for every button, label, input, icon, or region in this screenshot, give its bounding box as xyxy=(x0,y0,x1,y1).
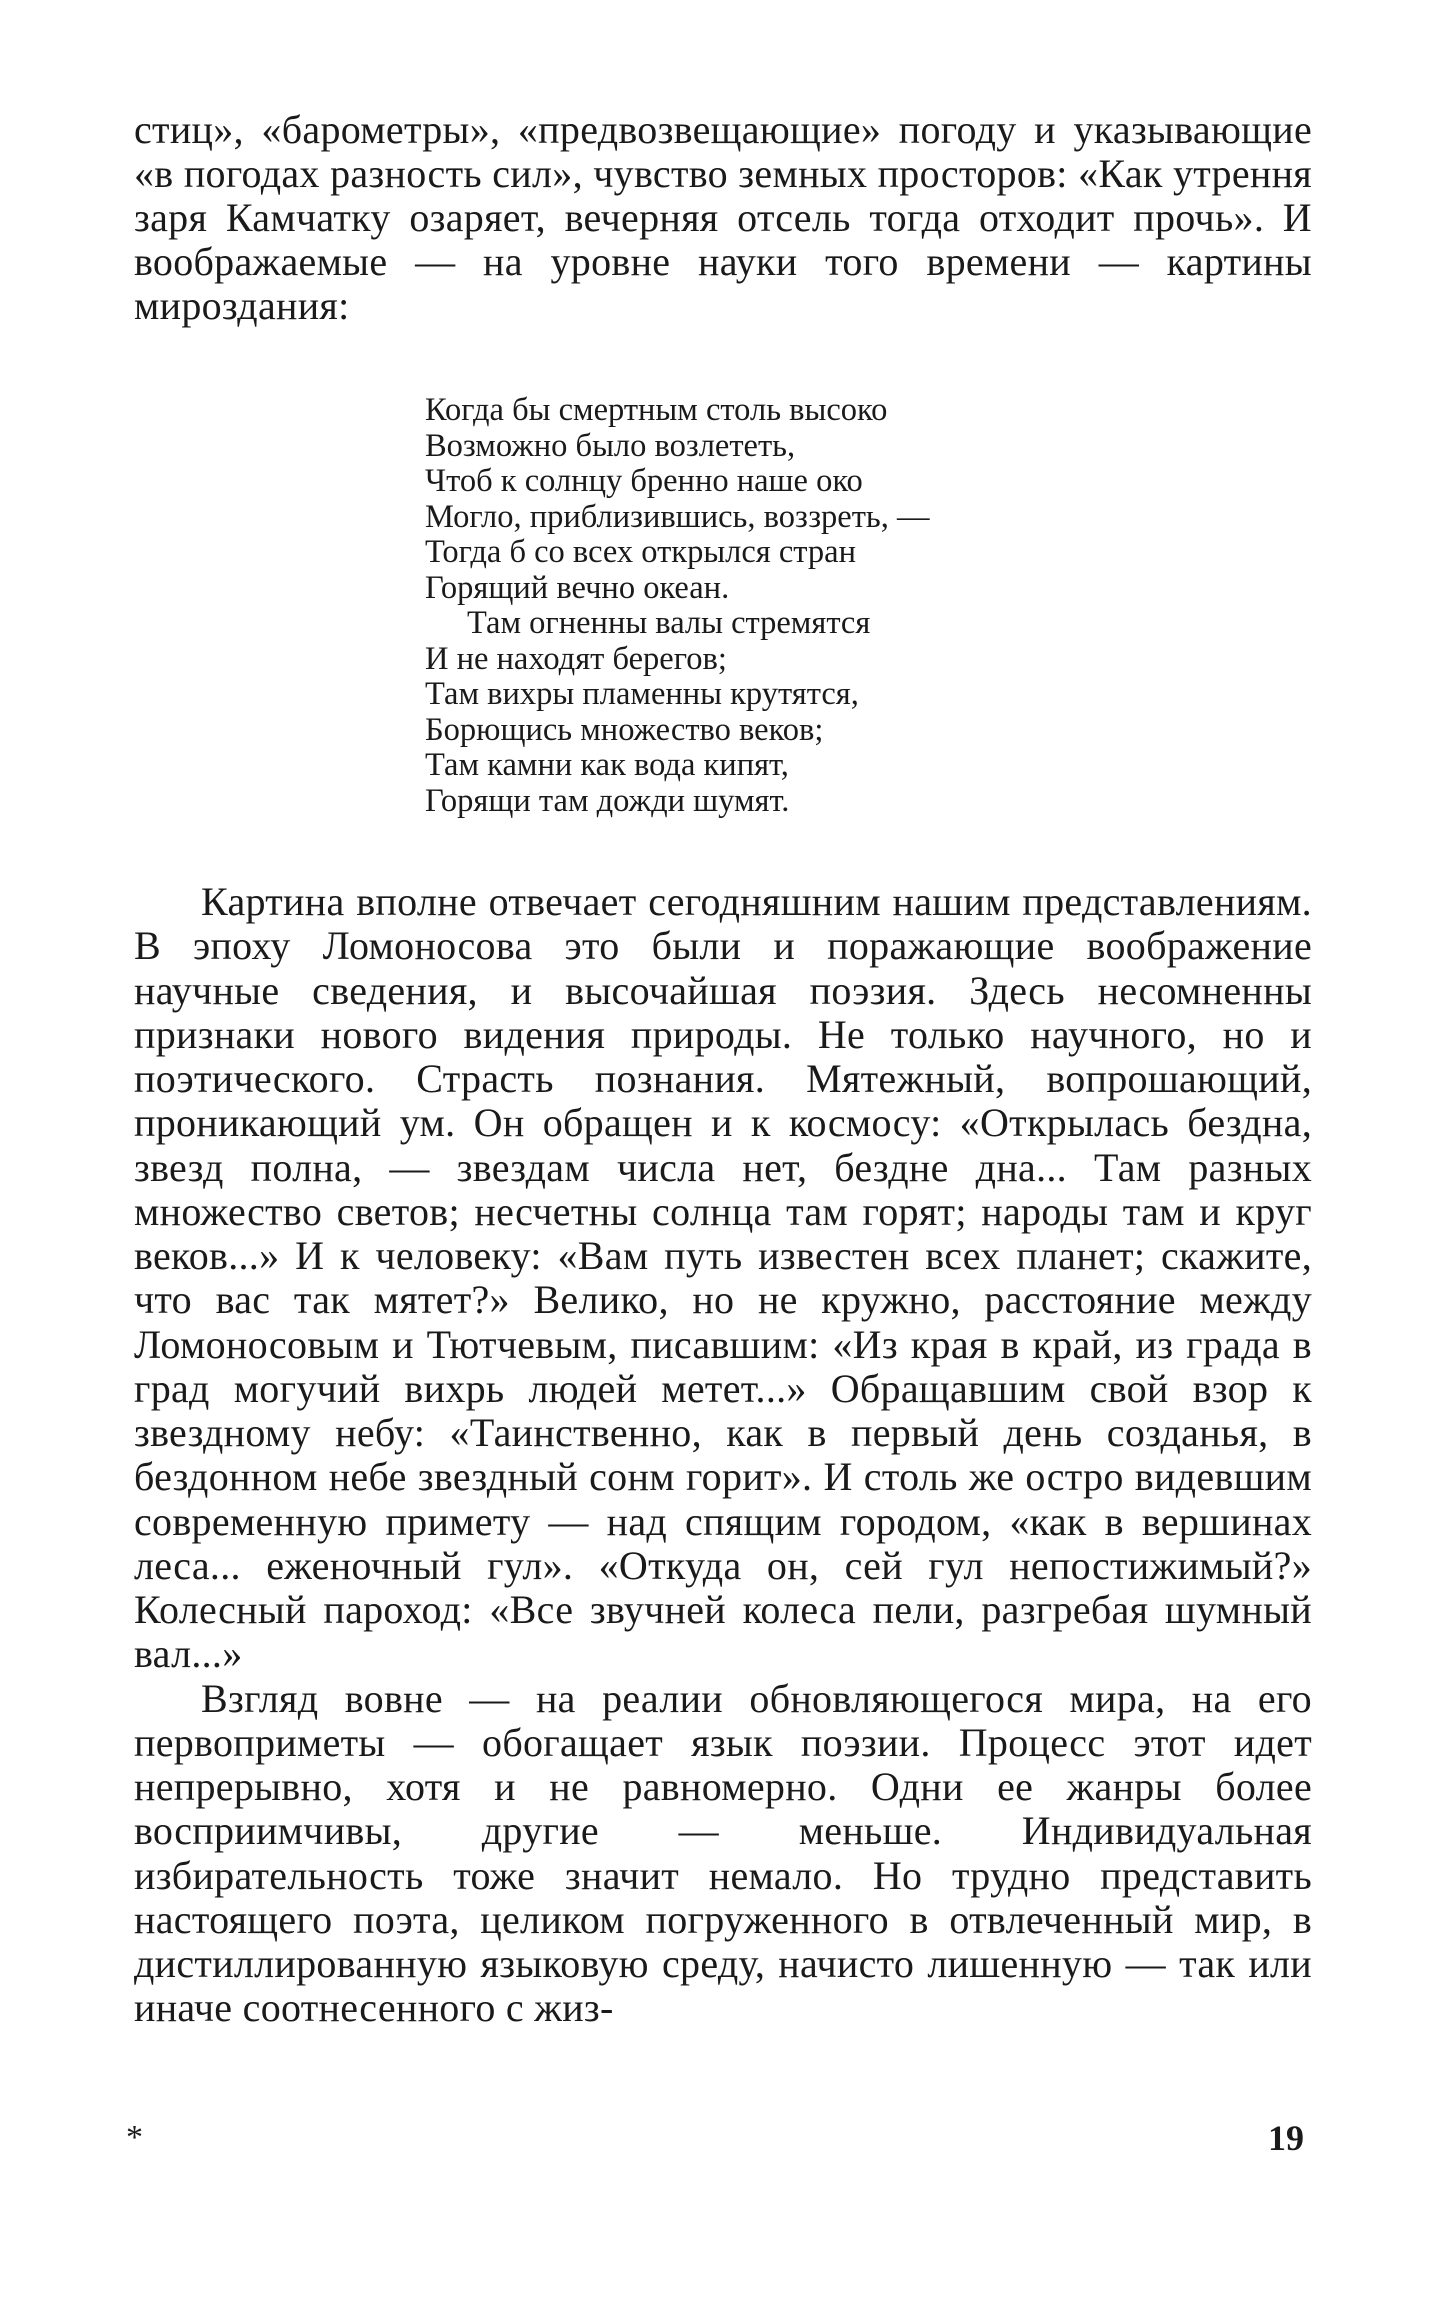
poem-line: Тогда б со всех открылся стран xyxy=(425,534,856,570)
intro-paragraph: стиц», «барометры», «предвозвещающие» погоду и указывающие «в погодах разность сил», чувство земных просторов: «Как утрення заря Камчатку озаряет, вечерняя отсель тогда отходит прочь». И воображаемые — на уровне науки того времени — картины мироздания: xyxy=(134,107,1312,328)
body-paragraph: Взгляд вовне — на реалии обновляющегося мира, на его первоприметы — обогащает язык поэзии. Процесс этот идет непрерывно, хотя и не равномерно. Одни ее жанры более восприимчивы, другие — меньше. Индивидуальная избирательность тоже значит немало. Но трудно представить настоящего поэта, целиком погруженного в отвлеченный мир, в дистиллированную языковую среду, начисто лишенную — так или иначе соотнесенного с жиз- xyxy=(134,1675,1312,2031)
poem-line: Когда бы смертным столь высоко xyxy=(425,392,888,428)
poem-line: Там вихры пламенны крутятся, xyxy=(425,676,859,712)
poem-line: Борющись множество веков; xyxy=(425,711,824,748)
poem-line: И не находят берегов; xyxy=(425,640,727,677)
body-paragraph: Картина вполне отвечает сегодняшним нашим представлениям. В эпоху Ломоносова это были и поражающие воображение научные сведения, и высочайшая поэзия. Здесь несомненны признаки нового видения природы. Не только научного, но и поэтического. Страсть познания. Мятежный, вопрошающий, проникающий ум. Он обращен и к космосу: «Открылась бездна, звезд полна, — звездам числа нет, бездне дна... Там разных множество светов; несчетны солнца там горят; народы там и круг веков...» И к человеку: «Вам путь известен всех планет; скажите, что вас так мятет?» Велико, но не кружно, расстояние между Ломоносовым и Тютчевым, писавшим: «Из края в край, из града в град могучий вихрь людей метет...» Обращавшим свой взор к звездному небу: «Таинственно, как в первый день созданья, в бездонном небе звездный сонм горит». И столь же остро видевшим современную примету — над спящим городом, «как в вершинах леса... еженочный гул». «Откуда он, сей гул непостижимый?» Колесный пароход: «Все звучней колеса пели, разгребая шумный вал...» xyxy=(134,879,1312,1677)
poem-line: Там огненны валы стремятся xyxy=(467,605,871,641)
poem-line: Могло, приблизившись, воззреть, — xyxy=(425,498,930,535)
poem-line: Там камни как вода кипят, xyxy=(425,747,789,783)
poem-line: Чтоб к солнцу бренно наше око xyxy=(425,463,863,499)
page-number: 19 xyxy=(1268,2118,1304,2158)
body-text xyxy=(134,880,1312,2031)
footer-asterisk: * xyxy=(126,2119,143,2156)
poem-excerpt xyxy=(425,393,1065,819)
poem-line: Горящий вечно океан. xyxy=(425,569,730,606)
poem-line: Возможно было возлететь, xyxy=(425,427,796,464)
poem-line: Горящи там дожди шумят. xyxy=(425,782,790,819)
